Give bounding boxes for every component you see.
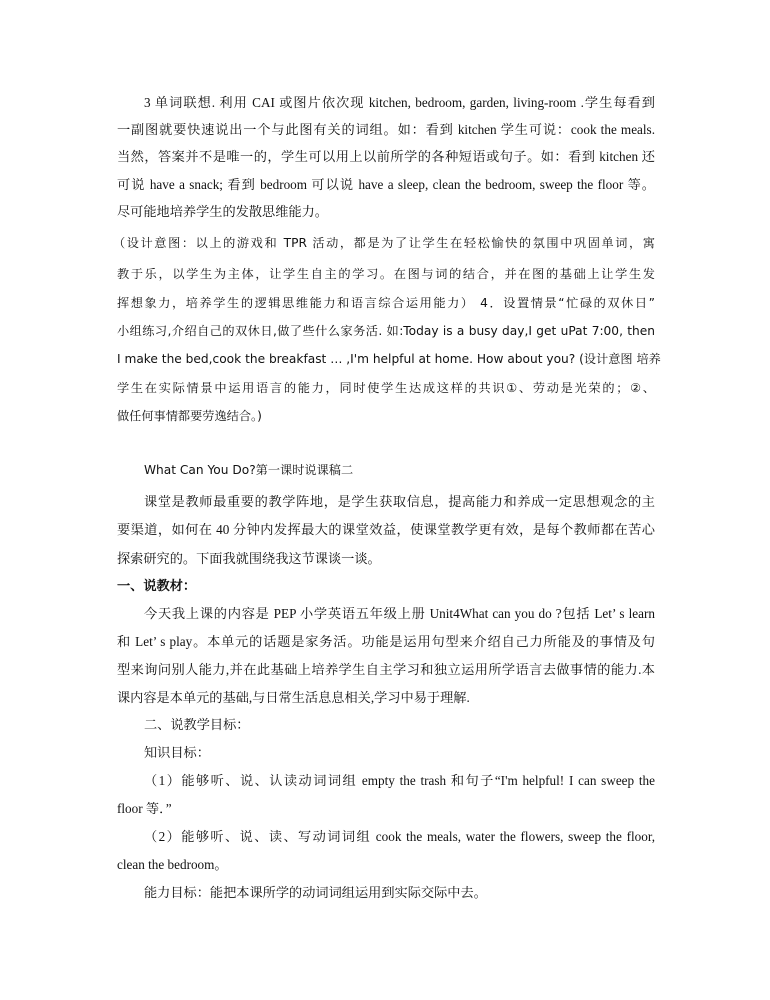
paragraph-2-line-4: 小组练习,介绍自己的双休日,做了些什么家务活. 如:Today is a busy day,I get uPat 7:00, then: [117, 324, 655, 338]
paragraph-2-line-6: 学生在实际情景中运用语言的能力，同时使学生达成这样的共识①、劳动是光荣的；②、: [117, 381, 655, 395]
section-heading-materials: 一、说教材：: [117, 578, 197, 593]
paragraph-2-line-2: 教于乐，以学生为主体，让学生自主的学习。在图与词的结合，并在图的基础上让学生发: [117, 267, 655, 281]
paragraph-6-line-3: 型来询问别人能力,并在此基础上培养学生自主学习和独立运用所学语言去做事情的能力.本: [117, 662, 655, 677]
paragraph-4-line-3: 探索研究的。下面我就围绕我这节课谈一谈。: [117, 551, 381, 566]
paragraph-1-line-3: 当然，答案并不是唯一的，学生可以用上以前所学的各种短语或句子。如：看到 kitchen 还: [117, 149, 655, 164]
paragraph-1-line-2: 一副图就要快速说出一个与此图有关的词组。如：看到 kitchen 学生可说：cook the meals.: [117, 122, 655, 137]
paragraph-6-line-1: 今天我上课的内容是 PEP 小学英语五年级上册 Unit4What can you do ?包括 Let’ s learn: [144, 606, 655, 621]
paragraph-2-line-3: 挥想象力，培养学生的逻辑思维能力和语言综合运用能力） 4．设置情景“忙碌的双休日”: [117, 296, 655, 310]
knowledge-objectives-label: 知识目标：: [144, 745, 210, 760]
paragraph-6-line-4: 课内容是本单元的基础,与日常生活息息相关,学习中易于理解.: [117, 690, 470, 705]
paragraph-6-line-2: 和 Let’ s play。本单元的话题是家务活。功能是运用句型来介绍自己力所能及的事情及句: [117, 634, 655, 649]
paragraph-2-line-1: （设计意图：以上的游戏和 TPR 活动，都是为了让学生在轻松愉快的氛围中巩固单词，寓: [113, 236, 655, 250]
section-heading-objectives: 二、说教学目标：: [144, 717, 250, 732]
objective-2-line-1: （2）能够听、说、读、写动词词组 cook the meals, water the flowers, sweep the floor,: [144, 829, 655, 844]
paragraph-4-line-1: 课堂是教师最重要的教学阵地，是学生获取信息，提高能力和养成一定思想观念的主: [144, 494, 655, 509]
paragraph-1-line-5: 尽可能地培养学生的发散思维能力。: [117, 204, 328, 219]
paragraph-4-line-2: 要渠道，如何在 40 分钟内发挥最大的课堂效益，使课堂教学更有效，是每个教师都在苦心: [117, 522, 655, 537]
objective-1-line-1: （1）能够听、说、认读动词词组 empty the trash 和句子“I'm helpful! I can sweep the: [144, 773, 655, 788]
objective-2-line-2: clean the bedroom。: [117, 857, 228, 872]
paragraph-1-line-1: 3 单词联想. 利用 CAI 或图片依次现 kitchen, bedroom, garden, living-room .学生每看到: [144, 95, 655, 110]
lesson-title: What Can You Do?第一课时说课稿二: [144, 463, 354, 477]
paragraph-1-line-4: 可说 have a snack; 看到 bedroom 可以说 have a sleep, clean the bedroom, sweep the floor 等。: [117, 177, 655, 192]
paragraph-2-line-7: 做任何事情都要劳逸结合。): [117, 409, 262, 423]
objective-1-line-2: floor 等．”: [117, 801, 172, 816]
ability-objectives: 能力目标：能把本课所学的动词词组运用到实际交际中去。: [144, 885, 487, 900]
paragraph-2-line-5: I make the bed,cook the breakfast … ,I'm helpful at home. How about you? (设计意图 培养: [117, 352, 661, 366]
